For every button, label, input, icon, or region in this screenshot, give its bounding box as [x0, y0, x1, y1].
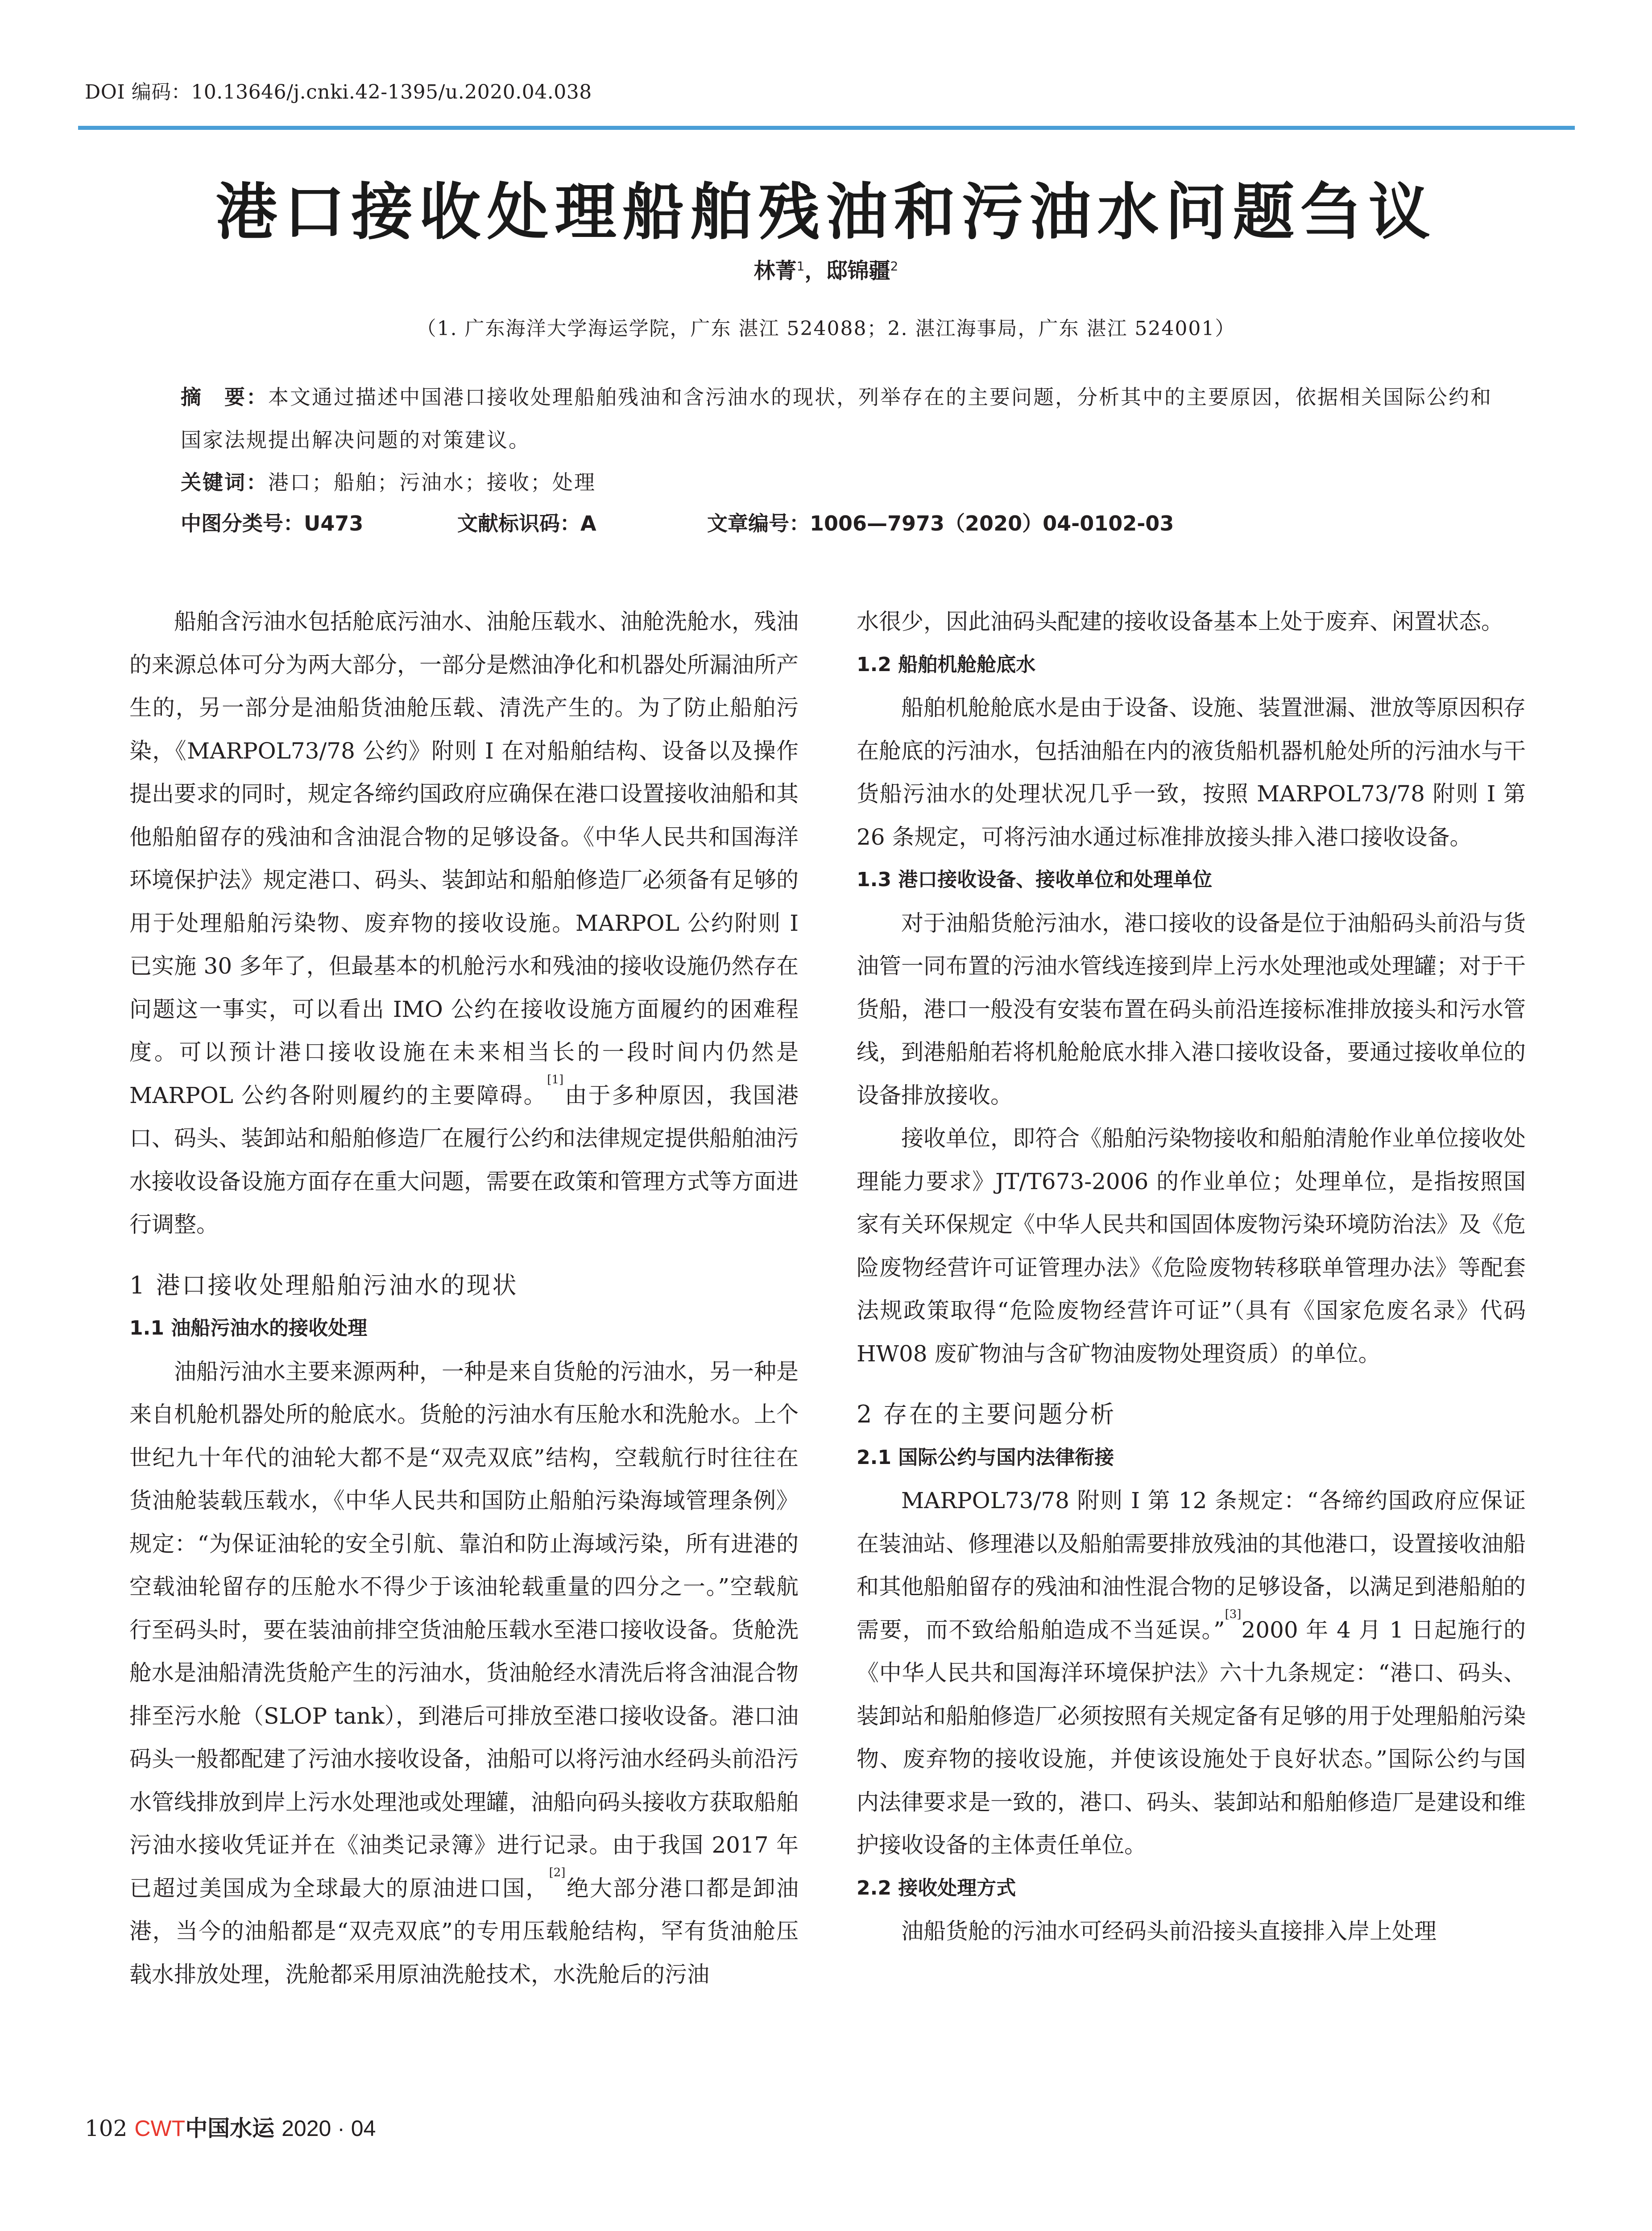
paragraph-continued: 水很少，因此油码头配建的接收设备基本上处于废弃、闲置状态。 — [857, 609, 1503, 634]
section-heading-1: 1 港口接收处理船舶污油水的现状 — [129, 1271, 518, 1299]
paragraph: 接收单位，即符合《船舶污染物接收和船舶清舱作业单位接收处理能力要求》JT/T673-2006 的作业单位；处理单位，是指按照国家有关环保规定《中华人民共和国固体废物污染环境防治法》及《危险废物经营许可证管理办法》《危险废物转移联单管理办法》等配套法规政策取得“危险废物经营许可证”（具有《国家危废名录》代码 HW08 废矿物油与含矿物油废物处理资质）的单位。 — [857, 1125, 1526, 1367]
left-column — [129, 600, 799, 1996]
issue-label: 2020 · 04 — [282, 2116, 376, 2141]
citation-2: [2] — [549, 1866, 566, 1879]
abstract-text: 本文通过描述中国港口接收处理船舶残油和含污油水的现状，列举存在的主要问题，分析其中的主要原因，依据相关国际公约和国家法规提出解决问题的对策建议。 — [181, 385, 1492, 452]
journal-name: 中国水运 — [185, 2115, 275, 2141]
keywords-text: 港口；船舶；污油水；接收；处理 — [268, 470, 596, 494]
page-footer — [85, 2111, 376, 2143]
paragraph: 对于油船货舱污油水，港口接收的设备是位于油船码头前沿与货油管一同布置的污油水管线连接到岸上污水处理池或处理罐；对于干货船，港口一般没有安装布置在码头前沿连接标准排放接头和污水管线，到港船舶若将机舱舱底水排入港口接收设备，要通过接收单位的设备排放接收。 — [857, 910, 1526, 1108]
paragraph: 油船污油水主要来源两种，一种是来自货舱的污油水，另一种是来自机舱机器处所的舱底水。货舱的污油水有压舱水和洗舱水。上个世纪九十年代的油轮大都不是“双壳双底”结构，空载航行时往往在货油舱装载压载水，《中华人民共和国防止船舶污染海域管理条例》规定：“为保证油轮的安全引航、靠泊和防止海域污染，所有进港的空载油轮留存的压舱水不得少于该油轮载重量的四分之一。”空载航行至码头时，要在装油前排空货油舱压载水至港口接收设备。货舱洗舱水是油船清洗货舱产生的污油水，货油舱经水清洗后将含油混合物排至污水舱（SLOP tank），到港后可排放至港口接收设备。港口油码头一般都配建了污油水接收设备，油船可以将污油水经码头前沿污水管线排放到岸上污水处理池或处理罐，油船向码头接收方获取船舶污油水接收凭证并在《油类记录簿》进行记录。由于我国 2017 年已超过美国成为全球最大的原油进口国，[2]绝大部分港口都是卸油港，当今的油船都是“双壳双底”的专用压载舱结构，罕有货油舱压载水排放处理，洗舱都采用原油洗舱技术，水洗舱后的污油 — [129, 1358, 799, 1987]
author-1-affil-mark: 1 — [796, 259, 805, 274]
citation-1: [1] — [547, 1073, 564, 1086]
journal-logo-cwt: CWT — [134, 2116, 186, 2141]
right-column — [857, 600, 1526, 1953]
author-1: 林菁 — [754, 258, 797, 283]
authors — [0, 253, 1652, 284]
page-number: 102 — [85, 2115, 128, 2141]
abstract — [181, 376, 1495, 461]
subsection-heading-1-3: 1.3 港口接收设备、接收单位和处理单位 — [857, 868, 1213, 891]
article-number: 文章编号：1006—7973（2020）04-0102-03 — [707, 511, 1174, 535]
clc-number: 中图分类号：U473 — [181, 511, 364, 535]
author-2-affil-mark: 2 — [890, 259, 898, 274]
subsection-heading-1-2: 1.2 船舶机舱舱底水 — [857, 653, 1036, 676]
document-code: 文献标识码：A — [457, 511, 596, 535]
header-rule — [78, 126, 1575, 130]
author-separator: ， — [804, 258, 826, 283]
subsection-heading-2-1: 2.1 国际公约与国内法律衔接 — [857, 1446, 1114, 1469]
paragraph: 船舶含污油水包括舱底污油水、油舱压载水、油舱洗舱水，残油的来源总体可分为两大部分，一部分是燃油净化和机器处所漏油所产生的，另一部分是油船货油舱压载、清洗产生的。为了防止船舶污染，《MARPOL73/78 公约》附则 I 在对船舶结构、设备以及操作提出要求的同时，规定各缔约国政府应确保在港口设置接收油船和其他船舶留存的残油和含油混合物的足够设备。《中华人民共和国海洋环境保护法》规定港口、码头、装卸站和船舶修造厂必须备有足够的用于处理船舶污染物、废弃物的接收设施。MARPOL 公约附则 I 已实施 30 多年了，但最基本的机舱污水和残油的接收设施仍然存在问题这一事实，可以看出 IMO 公约在接收设施方面履约的困难程度。可以预计港口接收设施在未来相当长的一段时间内仍然是 MARPOL 公约各附则履约的主要障碍。[1]由于多种原因，我国港口、码头、装卸站和船舶修造厂在履行公约和法律规定提供船舶油污水接收设备设施方面存在重大问题，需要在政策和管理方式等方面进行调整。 — [129, 609, 799, 1237]
article-title: 港口接收处理船舶残油和污油水问题刍议 — [215, 176, 1437, 248]
doi-line: DOI 编码：10.13646/j.cnki.42-1395/u.2020.04.038 — [85, 81, 592, 104]
author-2: 邸锦疆 — [826, 258, 890, 283]
paragraph: 船舶机舱舱底水是由于设备、设施、装置泄漏、泄放等原因积存在舱底的污油水，包括油船在内的液货船机器机舱处所的污油水与干货船污油水的处理状况几乎一致，按照 MARPOL73/78 附则 I 第 26 条规定，可将污油水通过标准排放接头排入港口接收设备。 — [857, 695, 1526, 850]
subsection-heading-2-2: 2.2 接收处理方式 — [857, 1876, 1016, 1899]
citation-3: [3] — [1225, 1607, 1242, 1621]
abstract-label: 摘 要： — [181, 385, 268, 409]
section-heading-2: 2 存在的主要问题分析 — [857, 1400, 1116, 1428]
paragraph: MARPOL73/78 附则 I 第 12 条规定：“各缔约国政府应保证在装油站、修理港以及船舶需要排放残油的其他港口，设置接收油船和其他船舶留存的残油和油性混合物的足够设备，以满足到港船舶的需要，而不致给船舶造成不当延误。”[3]2000 年 4 月 1 日起施行的《中华人民共和国海洋环境保护法》六十九条规定：“港口、码头、装卸站和船舶修造厂必须按照有关规定备有足够的用于处理船舶污染物、废弃物的接收设施，并使该设施处于良好状态。”国际公约与国内法律要求是一致的，港口、码头、装卸站和船舶修造厂是建设和维护接收设备的主体责任单位。 — [857, 1488, 1526, 1858]
keywords — [181, 466, 596, 496]
subsection-heading-1-1: 1.1 油船污油水的接收处理 — [129, 1317, 368, 1339]
keywords-label: 关键词： — [181, 470, 268, 494]
affiliations: （1. 广东海洋大学海运学院，广东 湛江 524088；2. 湛江海事局，广东 湛江 524001） — [416, 317, 1236, 340]
paragraph: 油船货舱的污油水可经码头前沿接头直接排入岸上处理 — [901, 1918, 1437, 1944]
